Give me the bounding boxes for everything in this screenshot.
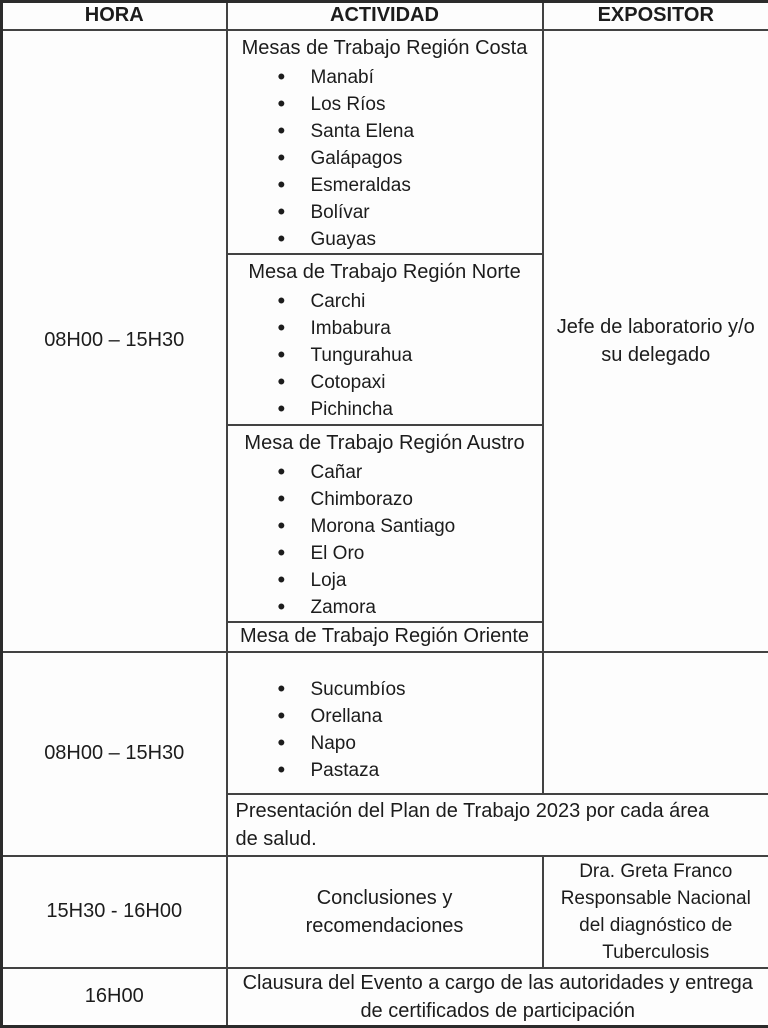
province-item: • Orellana	[278, 703, 542, 730]
province-item: • Cañar	[278, 459, 542, 486]
hora-cell-row4: 16H00	[2, 968, 227, 1027]
province-item: • Pastaza	[278, 757, 542, 784]
province-item: • Bolívar	[278, 199, 542, 226]
column-header-hora: HORA	[2, 2, 227, 30]
province-list-norte	[228, 288, 542, 423]
activity-cell-costa	[227, 30, 543, 254]
province-item: • Chimborazo	[278, 486, 542, 513]
province-item: • Napo	[278, 730, 542, 757]
province-item: • Santa Elena	[278, 118, 542, 145]
province-item: • Esmeraldas	[278, 172, 542, 199]
province-item: • Imbabura	[278, 315, 542, 342]
hora-cell-row2: 08H00 – 15H30	[2, 652, 227, 856]
province-item: • Loja	[278, 567, 542, 594]
row-costa	[2, 30, 768, 254]
province-item: • Sucumbíos	[278, 676, 542, 703]
activity-cell-austro	[227, 425, 543, 622]
column-header-expositor: EXPOSITOR	[543, 2, 768, 30]
hora-cell-row1: 08H00 – 15H30	[2, 30, 227, 652]
row-oriente-provinces	[2, 652, 768, 794]
row-conclusiones	[2, 856, 768, 968]
conclusiones-text: Conclusiones y recomendaciones	[297, 884, 472, 940]
province-list-costa	[228, 64, 542, 253]
header-row	[2, 2, 768, 30]
section-title-austro: Mesa de Trabajo Región Austro	[228, 426, 542, 457]
province-item: • Zamora	[278, 594, 542, 621]
section-title-oriente: Mesa de Trabajo Región Oriente	[227, 622, 543, 652]
hora-cell-row3: 15H30 - 16H00	[2, 856, 227, 968]
expositor-cell-row3: Dra. Greta Franco Responsable Nacional del diagnóstico de Tuberculosis	[543, 856, 768, 968]
province-item: • Morona Santiago	[278, 513, 542, 540]
province-item: • Guayas	[278, 226, 542, 253]
province-item: • Pichincha	[278, 396, 542, 423]
province-list-oriente	[228, 676, 542, 784]
province-item: • Carchi	[278, 288, 542, 315]
activity-cell-norte	[227, 254, 543, 425]
province-item: • El Oro	[278, 540, 542, 567]
province-item: • Cotopaxi	[278, 369, 542, 396]
province-list-austro	[228, 459, 542, 621]
section-title-costa: Mesas de Trabajo Región Costa	[228, 31, 542, 62]
province-item: • Los Ríos	[278, 91, 542, 118]
activity-cell-oriente-provinces	[227, 652, 543, 794]
presentacion-cell	[227, 794, 768, 856]
section-title-norte: Mesa de Trabajo Región Norte	[228, 255, 542, 286]
row-clausura	[2, 968, 768, 1027]
expositor-cell-row1: Jefe de laboratorio y/o su delegado	[543, 30, 768, 652]
column-header-actividad: ACTIVIDAD	[227, 2, 543, 30]
province-item: • Manabí	[278, 64, 542, 91]
clausura-cell	[227, 968, 768, 1027]
activity-cell-conclusiones	[227, 856, 543, 968]
presentacion-text: Presentación del Plan de Trabajo 2023 por cada área de salud.	[236, 797, 736, 853]
province-item: • Tungurahua	[278, 342, 542, 369]
clausura-text: Clausura del Evento a cargo de las autoridades y entrega de certificados de participación	[240, 969, 755, 1025]
expositor-cell-row2-empty	[543, 652, 768, 794]
province-item: • Galápagos	[278, 145, 542, 172]
